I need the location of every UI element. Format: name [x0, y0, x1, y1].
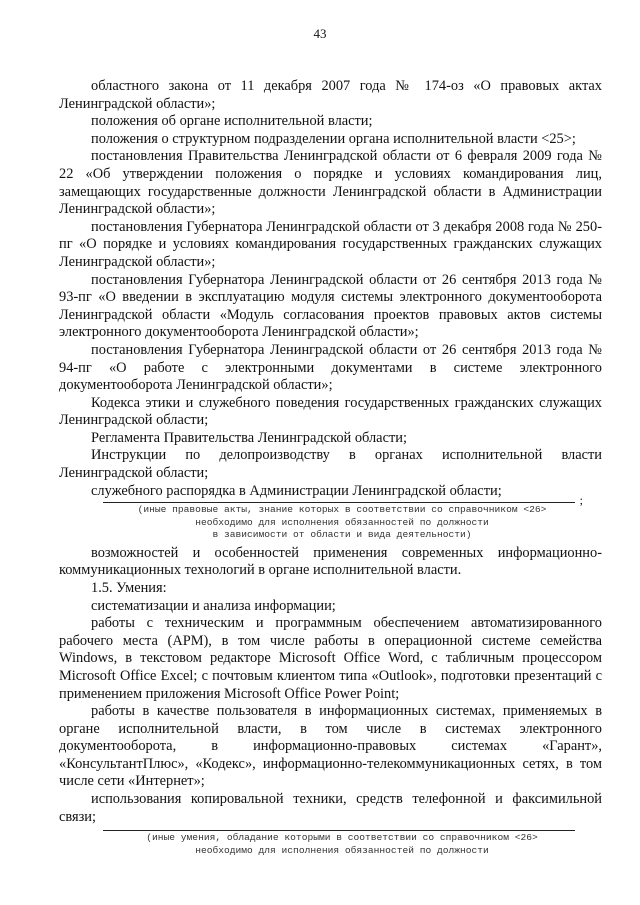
fill-in-semicolon: ;	[579, 493, 583, 508]
paragraph: Кодекса этики и служебного поведения государственных гражданских служащих Ленинградской области;	[59, 394, 602, 429]
note-line: необходимо для исполнения обязанностей по должности	[195, 844, 489, 856]
page-number: 43	[313, 26, 327, 41]
fill-in-note-skills	[103, 830, 581, 856]
paragraph: работы в качестве пользователя в информационных системах, применяемых в органе исполнительной власти, в том числе в системах электронного документооборота, в информационно-правовых системах «Гарант», «КонсультантПлюс», «Кодекс», информационно-телекоммуникационных сетях, в том числе сети «Интернет»;	[59, 703, 602, 790]
note-line: необходимо для исполнения обязанностей по должности	[195, 516, 489, 528]
note-line: в зависимости от области и вида деятельности)	[212, 529, 472, 541]
paragraph: постановления Правительства Ленинградской области от 6 февраля 2009 года № 22 «Об утверждении положения о порядке и условиях командирования лиц, замещающих государственные должности Ленинградской области в Администрации Ленинградской области»;	[59, 148, 602, 218]
paragraph: Инструкции по делопроизводству в органах исполнительной власти Ленинградской области;	[59, 447, 602, 482]
fill-in-line	[103, 830, 575, 831]
paragraph: работы с техническим и программным обеспечением автоматизированного рабочего места (АРМ), в том числе работы в операционной системе семейства Windows, в текстовом редакторе Microsoft Office Word, с табличным процессором Microsoft Office Excel; с почтовым клиентом типа «Outlook», подготовки презентаций с применением приложения Microsoft Office Power Point;	[59, 615, 602, 702]
note-line: (иные правовые акты, знание которых в соответствии со справочником <26>	[137, 504, 547, 516]
document-body	[59, 78, 602, 856]
paragraph: постановления Губернатора Ленинградской области от 3 декабря 2008 года № 250-пг «О порядке и условиях командирования государственных гражданских служащих Ленинградской области»;	[59, 218, 602, 270]
paragraph: служебного распорядка в Администрации Ленинградской области;	[91, 482, 502, 499]
paragraph: положения об органе исполнительной власти;	[91, 113, 373, 130]
paragraph: постановления Губернатора Ленинградской области от 26 сентября 2013 года № 93-пг «О введении в эксплуатацию модуля системы электронного документооборота Ленинградской области «Модуль согласования проектов правовых актов системы электронного документооборота Ленинградской области»;	[59, 271, 602, 341]
note-line: (иные умения, обладание которыми в соответствии со справочником <26>	[146, 832, 538, 844]
section-heading: 1.5. Умения:	[91, 579, 167, 596]
paragraph: постановления Губернатора Ленинградской области от 26 сентября 2013 года № 94-пг «О работе с электронными документами в системе электронного документооборота Ленинградской области»;	[59, 341, 602, 394]
paragraph: возможностей и особенностей применения современных информационно-коммуникационных технологий в органе исполнительной власти.	[59, 544, 602, 579]
fill-in-note-legal-acts	[103, 493, 583, 541]
paragraph: использования копировальной техники, средств телефонной и факсимильной связи;	[59, 791, 602, 825]
paragraph: областного закона от 11 декабря 2007 года № 174-оз «О правовых актах Ленинградской области»;	[59, 78, 602, 112]
paragraph: положения о структурном подразделении органа исполнительной власти <25>;	[91, 130, 576, 147]
fill-in-line	[103, 502, 575, 503]
paragraph: Регламента Правительства Ленинградской области;	[91, 429, 407, 446]
paragraph: систематизации и анализа информации;	[91, 597, 336, 614]
